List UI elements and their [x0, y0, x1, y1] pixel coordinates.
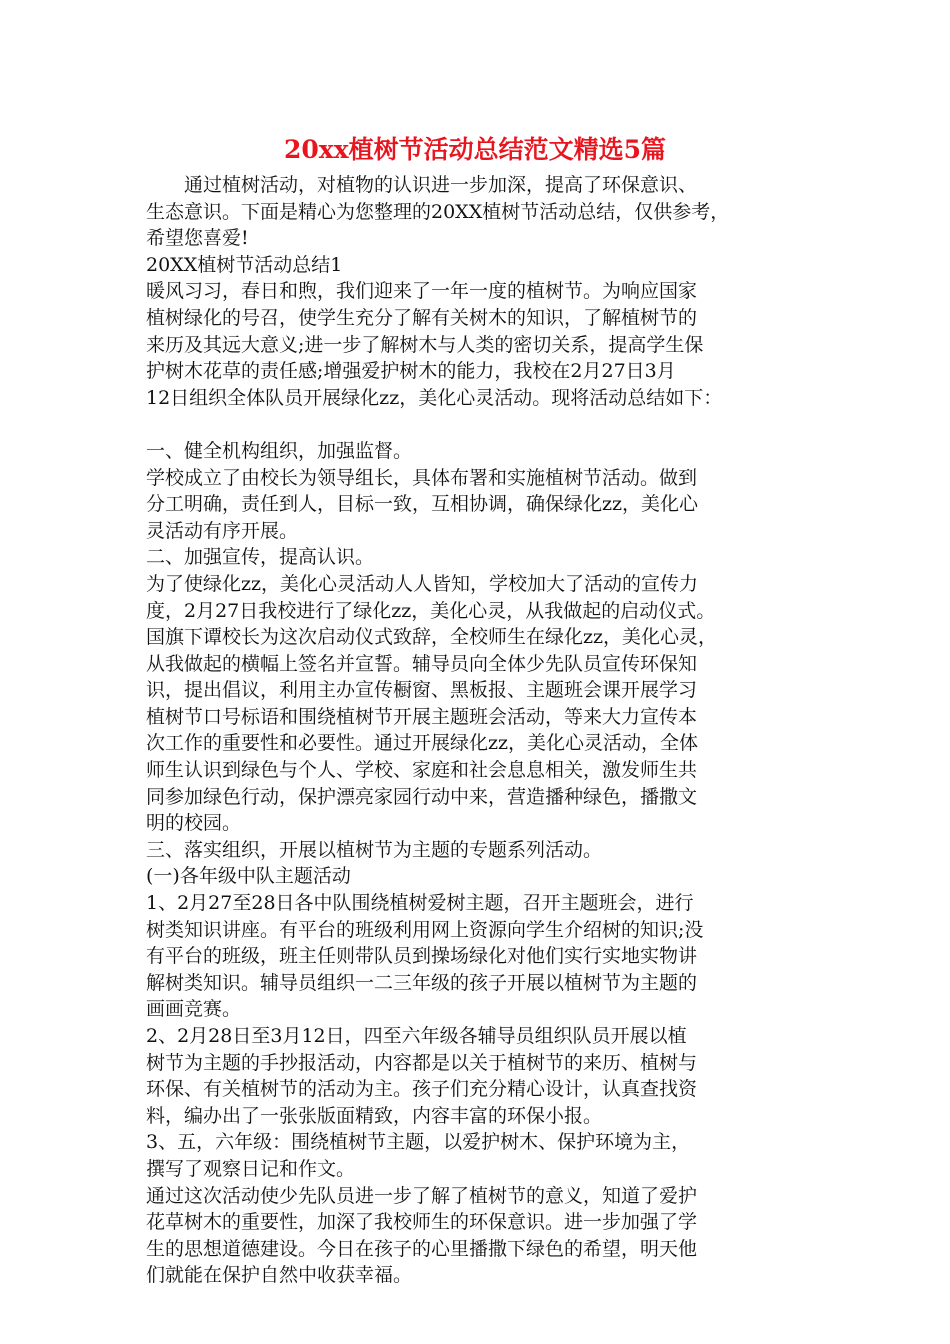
text-line: 生的思想道德建设。今日在孩子的心里播撒下绿色的希望，明天他 [146, 1237, 698, 1260]
text-line: 二、加强宣传，提高认识。 [146, 546, 375, 569]
text-line: 环保、有关植树节的活动为主。孩子们充分精心设计，认真查找资 [146, 1078, 698, 1101]
text-line: 明的校园。 [146, 812, 242, 835]
text-line: 20XX植树节活动总结1 [146, 253, 343, 276]
text-line: 暖风习习，春日和煦，我们迎来了一年一度的植树节。为响应国家 [146, 280, 698, 303]
text-line: 画画竞赛。 [146, 998, 242, 1021]
text-line: 从我做起的横幅上签名并宣誓。辅导员向全体少先队员宣传环保知 [146, 652, 698, 675]
text-line: 灵活动有序开展。 [146, 519, 299, 542]
text-line: 分工明确，责任到人，目标一致，互相协调，确保绿化zz，美化心 [146, 493, 699, 516]
blank-line [146, 411, 816, 438]
text-line: 识，提出倡议，利用主办宣传橱窗、黑板报、主题班会课开展学习 [146, 679, 698, 702]
text-line: (一)各年级中队主题活动 [146, 865, 351, 888]
text-line: 护树木花草的责任感;增强爱护树木的能力，我校在2月27日3月 [146, 360, 676, 383]
text-line: 度，2月27日我校进行了绿化zz，美化心灵，从我做起的启动仪式。 [146, 599, 716, 622]
text-line: 树类知识讲座。有平台的班级利用网上资源向学生介绍树的知识;没 [146, 918, 704, 941]
text-line: 通过这次活动使少先队员进一步了解了植树节的意义，知道了爱护 [146, 1184, 698, 1207]
text-line: 来历及其远大意义;进一步了解树木与人类的密切关系，提高学生保 [146, 333, 704, 356]
text-line: 师生认识到绿色与个人、学校、家庭和社会息息相关，激发师生共 [146, 759, 698, 782]
text-line: 次工作的重要性和必要性。通过开展绿化zz，美化心灵活动，全体 [146, 732, 699, 755]
text-line: 2、2月28日至3月12日，四至六年级各辅导员组织队员开展以植 [146, 1025, 687, 1047]
text-line: 1、2月27至28日各中队围绕植树爱树主题，召开主题班会，进行 [146, 892, 694, 915]
text-line: 学校成立了由校长为领导组长，具体布署和实施植树节活动。做到 [146, 466, 698, 489]
text-line: 花草树木的重要性，加深了我校师生的环保意识。进一步加强了学 [146, 1211, 698, 1234]
text-line: 植树绿化的号召，使学生充分了解有关树木的知识，了解植树节的 [146, 306, 698, 329]
text-line: 撰写了观察日记和作文。 [146, 1157, 356, 1180]
text-line: 植树节口号标语和围绕植树节开展主题班会活动，等来大力宣传本 [146, 705, 698, 728]
text-line: 通过植树活动，对植物的认识进一步加深，提高了环保意识、 [146, 174, 698, 196]
text-line: 12日组织全体队员开展绿化zz，美化心灵活动。现将活动总结如下： [146, 386, 723, 409]
text-line: 料，编办出了一张张版面精致，内容丰富的环保小报。 [146, 1104, 603, 1127]
text-line: 为了使绿化zz，美化心灵活动人人皆知，学校加大了活动的宣传力 [146, 572, 699, 595]
text-line: 生态意识。下面是精心为您整理的20XX植树节活动总结，仅供参考， [146, 200, 730, 223]
text-line: 3、五，六年级：围绕植树节主题，以爱护树木、保护环境为主， [146, 1131, 691, 1154]
document-body [146, 172, 816, 1289]
text-line: 们就能在保护自然中收获幸福。 [146, 1264, 413, 1287]
document-title: 20xx植树节活动总结范文精选5篇 [284, 135, 666, 164]
text-line: 解树类知识。辅导员组织一二三年级的孩子开展以植树节为主题的 [146, 971, 698, 994]
text-line: 希望您喜爱! [146, 227, 249, 250]
text-line: 树节为主题的手抄报活动，内容都是以关于植树节的来历、植树与 [146, 1051, 698, 1074]
text-line: 国旗下谭校长为这次启动仪式致辞，全校师生在绿化zz，美化心灵， [146, 626, 718, 649]
text-line: 三、落实组织，开展以植树节为主题的专题系列活动。 [146, 838, 603, 861]
text-line: 有平台的班级，班主任则带队员到操场绿化对他们实行实地实物讲 [146, 945, 698, 968]
text-line: 同参加绿色行动，保护漂亮家园行动中来，营造播种绿色，播撒文 [146, 785, 698, 808]
text-line: 一、健全机构组织，加强监督。 [146, 439, 413, 462]
